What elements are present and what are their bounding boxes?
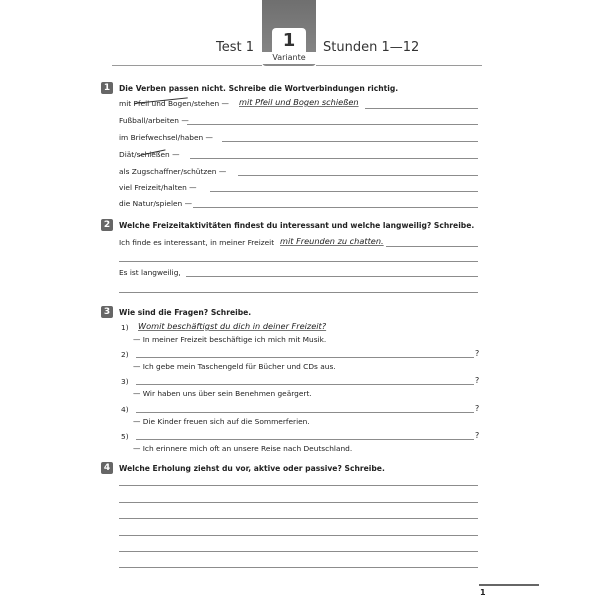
- task3-item-number-1: 1): [121, 323, 129, 332]
- task1-prompt-3: im Briefwechsel/haben —: [119, 133, 213, 142]
- task4-answer-line[interactable]: [119, 551, 478, 552]
- task4-instruction: Welche Erholung ziehst du vor, aktive oder passive? Schreibe.: [119, 464, 385, 473]
- task1-instruction: Die Verben passen nicht. Schreibe die Wortverbindungen richtig.: [119, 84, 399, 93]
- task3-answer-4: — Die Kinder freuen sich auf die Sommerferien.: [133, 417, 310, 426]
- page-number: 1: [480, 588, 486, 597]
- stunden-label: Stunden 1—12: [323, 40, 420, 55]
- task2-prompt-1: Ich finde es interessant, in meiner Freizeit: [119, 238, 275, 247]
- task2-answer-line-1a[interactable]: [386, 246, 478, 247]
- task1-answer-1[interactable]: mit Pfeil und Bogen schießen: [239, 97, 359, 107]
- tab-number: 1: [272, 28, 306, 52]
- task1-prompt-1: mit Pfeil und Bogen/stehen —: [119, 99, 229, 108]
- task4-answer-line[interactable]: [119, 485, 478, 486]
- task1-answer-line-7[interactable]: [193, 207, 478, 208]
- task1-prompt-5: als Zugschaffner/schützen —: [119, 167, 227, 176]
- task1-answer-line-4[interactable]: [190, 158, 478, 159]
- task3-item-number-2: 2): [121, 350, 129, 359]
- question-mark: ?: [475, 404, 480, 413]
- task2-answer-1[interactable]: mit Freunden zu chatten.: [280, 236, 384, 246]
- task-number-1: 1: [101, 82, 113, 94]
- task2-prompt-2: Es ist langweilig,: [119, 268, 181, 277]
- header-rule-right: [316, 65, 482, 66]
- task1-prompt-6: viel Freizeit/halten —: [119, 183, 197, 192]
- task1-prompt-4: Diät/schießen —: [119, 150, 180, 159]
- task-number-4: 4: [101, 462, 113, 474]
- task1-answer-line-3[interactable]: [222, 141, 478, 142]
- task3-answer-2: — Ich gebe mein Taschengeld für Bücher und CDs aus.: [133, 362, 336, 371]
- task3-item-number-3: 3): [121, 377, 129, 386]
- task4-answer-line[interactable]: [119, 502, 478, 503]
- task-number-3: 3: [101, 306, 113, 318]
- task3-question-1[interactable]: Womit beschäftigst du dich in deiner Freizeit?: [138, 321, 327, 331]
- task3-question-line-4[interactable]: [136, 412, 474, 413]
- task3-item-number-4: 4): [121, 405, 129, 414]
- task4-answer-line[interactable]: [119, 535, 478, 536]
- question-mark: ?: [475, 349, 480, 358]
- task-number-2: 2: [101, 219, 113, 231]
- task3-question-line-5[interactable]: [136, 439, 474, 440]
- task1-prompt-7: die Natur/spielen —: [119, 199, 192, 208]
- tab-variant-label: Variante: [262, 52, 316, 64]
- task1-answer-line-6[interactable]: [210, 191, 478, 192]
- task2-answer-line-2b[interactable]: [119, 292, 478, 293]
- task3-answer-5: — Ich erinnere mich oft an unsere Reise nach Deutschland.: [133, 444, 353, 453]
- task2-instruction: Welche Freizeitaktivitäten findest du interessant und welche langweilig? Schreibe.: [119, 221, 475, 230]
- task1-answer-line-2[interactable]: [187, 124, 478, 125]
- task1-answer-line-5[interactable]: [238, 175, 478, 176]
- task1-answer-line-1[interactable]: [365, 108, 478, 109]
- task3-instruction: Wie sind die Fragen? Schreibe.: [119, 308, 252, 317]
- task2-answer-line-2a[interactable]: [186, 276, 478, 277]
- task3-item-number-5: 5): [121, 432, 129, 441]
- question-mark: ?: [475, 376, 480, 385]
- task4-answer-line[interactable]: [119, 518, 478, 519]
- question-mark: ?: [475, 431, 480, 440]
- task4-answer-line[interactable]: [119, 567, 478, 568]
- test-label: Test 1: [216, 40, 255, 55]
- task3-answer-1: — In meiner Freizeit beschäftige ich mich mit Musik.: [133, 335, 327, 344]
- footer-rule: [479, 584, 539, 586]
- task3-question-line-3[interactable]: [136, 384, 474, 385]
- task3-question-line-2[interactable]: [136, 357, 474, 358]
- task1-prompt-2: Fußball/arbeiten —: [119, 116, 189, 125]
- header-rule-left: [112, 65, 262, 66]
- task2-answer-line-1b[interactable]: [119, 261, 478, 262]
- task3-answer-3: — Wir haben uns über sein Benehmen geärgert.: [133, 389, 312, 398]
